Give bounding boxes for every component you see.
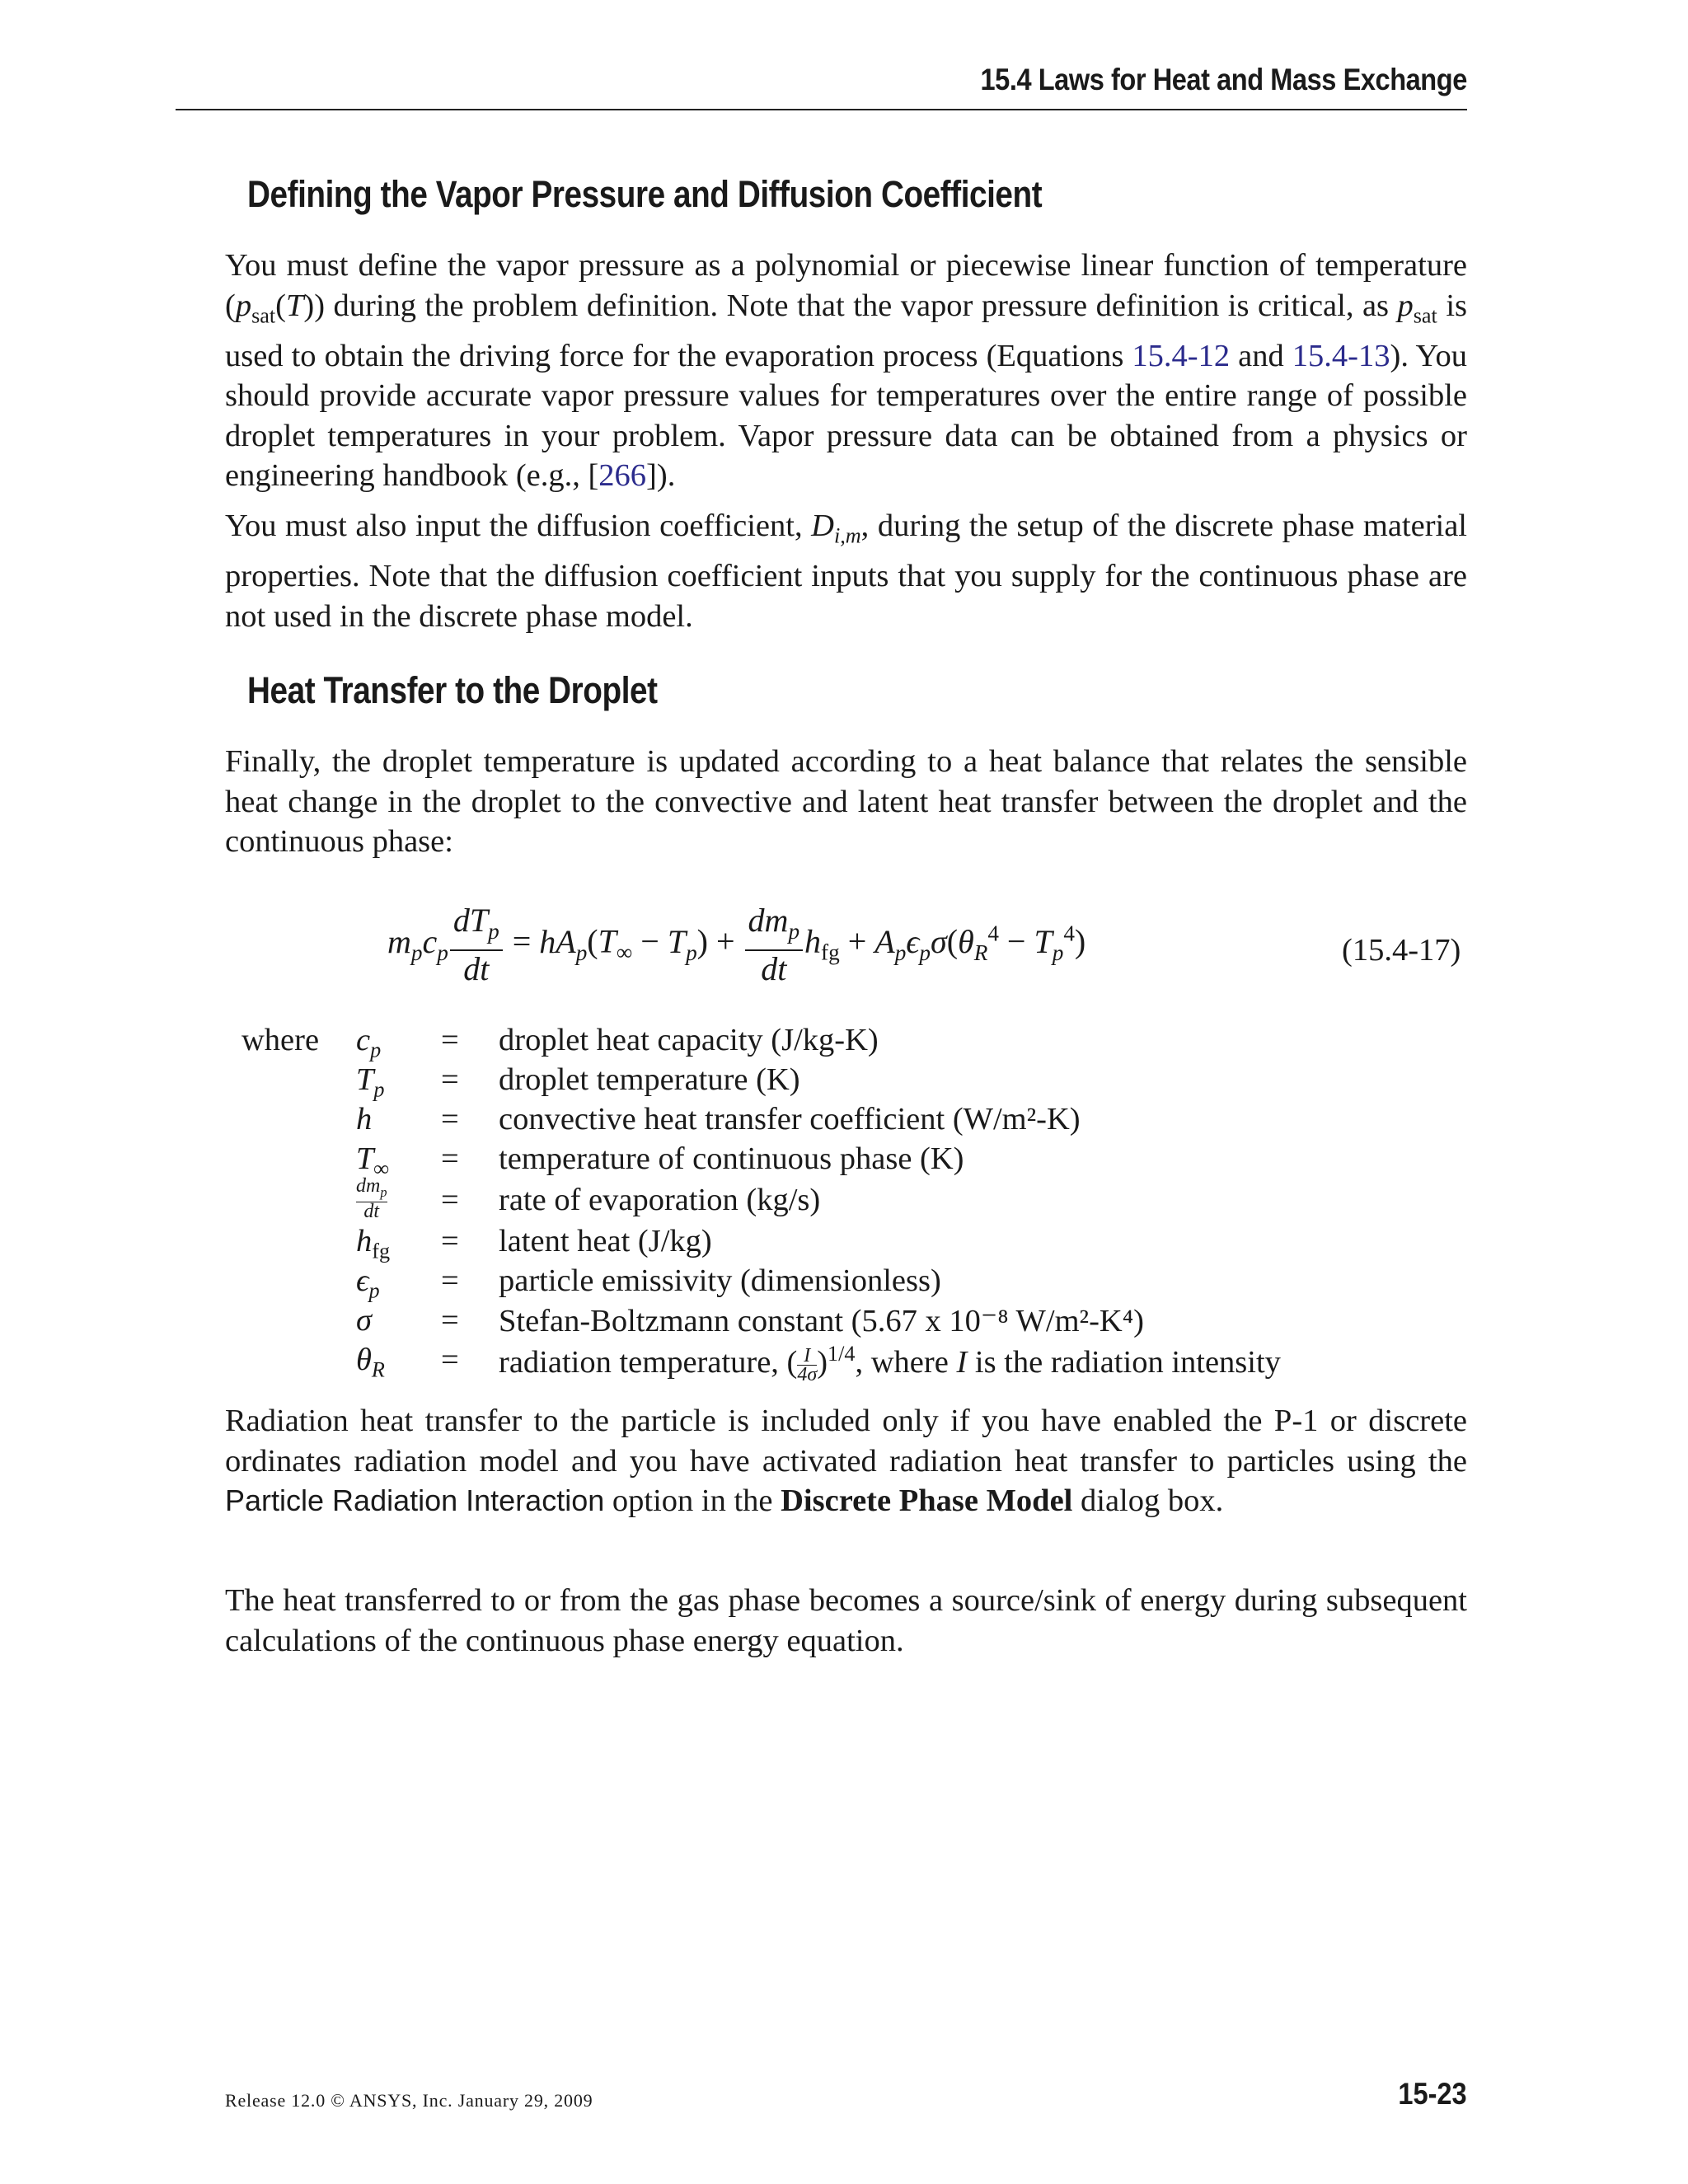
paragraph-heat-balance: Finally, the droplet temperature is updated according to a heat balance that relates the sensible heat change in the droplet to the convective and latent heat transfer between the droplet and the continuous phase: [225,744,1467,859]
definition-row: $\frac{dm_p}{dt}$ = rate of evaporation (kg/s) [356,1175,821,1222]
running-header [176,58,1467,110]
definition-row: σ = Stefan-Boltzmann constant (5.67 x 10⁻⁸ W/m²-K⁴) [356,1303,1144,1338]
definition-row: $T_p$ = droplet temperature (K) [356,1062,800,1102]
equation-number: (15.4-17) [1342,933,1461,968]
option-name: Particle Radiation Interaction [225,1483,605,1517]
paragraph-vapor-pressure: You must define the vapor pressure as a polynomial or piecewise linear function of temperature $(p_{sat}(T))$ during the problem definition. Note that the vapor pressure definition is critical, as $p_{sat}$ is used to obtain the driving force for the evaporation process (Equations 15.4-12 and 15.4-13). You should provide accurate vapor pressure values for temperatures over the entire range of possible droplet temperatures in your problem. Vapor pressure data can be obtained from a physics or engineering handbook (e.g., [266]). [225,248,1468,494]
equation-link-15-4-13[interactable]: 15.4-13 [1292,338,1390,373]
heading-vapor-pressure: Defining the Vapor Pressure and Diffusion Coefficient [247,173,1043,215]
definition-row: $\theta_R$ = radiation temperature, ( $\frac{I}{4\sigma}$ )$^{1/4}$, where I is the radiation intensity [356,1342,1281,1385]
dialog-name: Discrete Phase Model [781,1483,1073,1518]
heading-heat-transfer: Heat Transfer to the Droplet [247,669,658,711]
definition-row: h = convective heat transfer coefficient (W/m²-K) [356,1102,1081,1137]
definition-row: $\epsilon_p$ = particle emissivity (dimensionless) [356,1263,941,1303]
section-title: 15.4 Laws for Heat and Mass Exchange [980,63,1467,96]
paragraph-radiation: Radiation heat transfer to the particle is included only if you have enabled the P-1 or discrete ordinates radiation model and you have activated radiation heat transfer to particles using the Particle Radiation Interaction option in the Discrete Phase Model dialog box. [225,1404,1467,1518]
equation-link-15-4-12[interactable]: 15.4-12 [1132,338,1231,373]
reference-link-266[interactable]: 266 [598,458,647,494]
definition-row: $T_\infty$ = temperature of continuous phase (K) [356,1141,964,1181]
equation-heat-balance: $m_pc_p$ $\frac{dT_p}{dt}$ = $hA_p(T_\infty - T_p)$ + $\frac{dm_p}{dt}$ $h_{fg} + A_p\epsilon_p\sigma(\theta_R^4 - T_p^4)$ [387,902,1086,987]
definition-row: $c_p$ = droplet heat capacity (J/kg-K) [356,1023,879,1062]
definition-row: $h_{fg}$ = latent heat (J/kg) [356,1224,712,1263]
footer-release: Release 12.0 © ANSYS, Inc. January 29, 2009 [225,2090,593,2111]
paragraph-diffusion-coefficient: You must also input the diffusion coefficient, $D_{i,m}$, during the setup of the discrete phase material properties. Note that the diffusion coefficient inputs that you supply for the continuous phase are not used in the discrete phase model. [225,509,1467,634]
where-label: where [241,1023,320,1057]
page-number: 15-23 [1398,2077,1467,2111]
paragraph-energy-source: The heat transferred to or from the gas phase becomes a source/sink of energy during subsequent calculations of the continuous phase energy equation. [225,1583,1467,1658]
